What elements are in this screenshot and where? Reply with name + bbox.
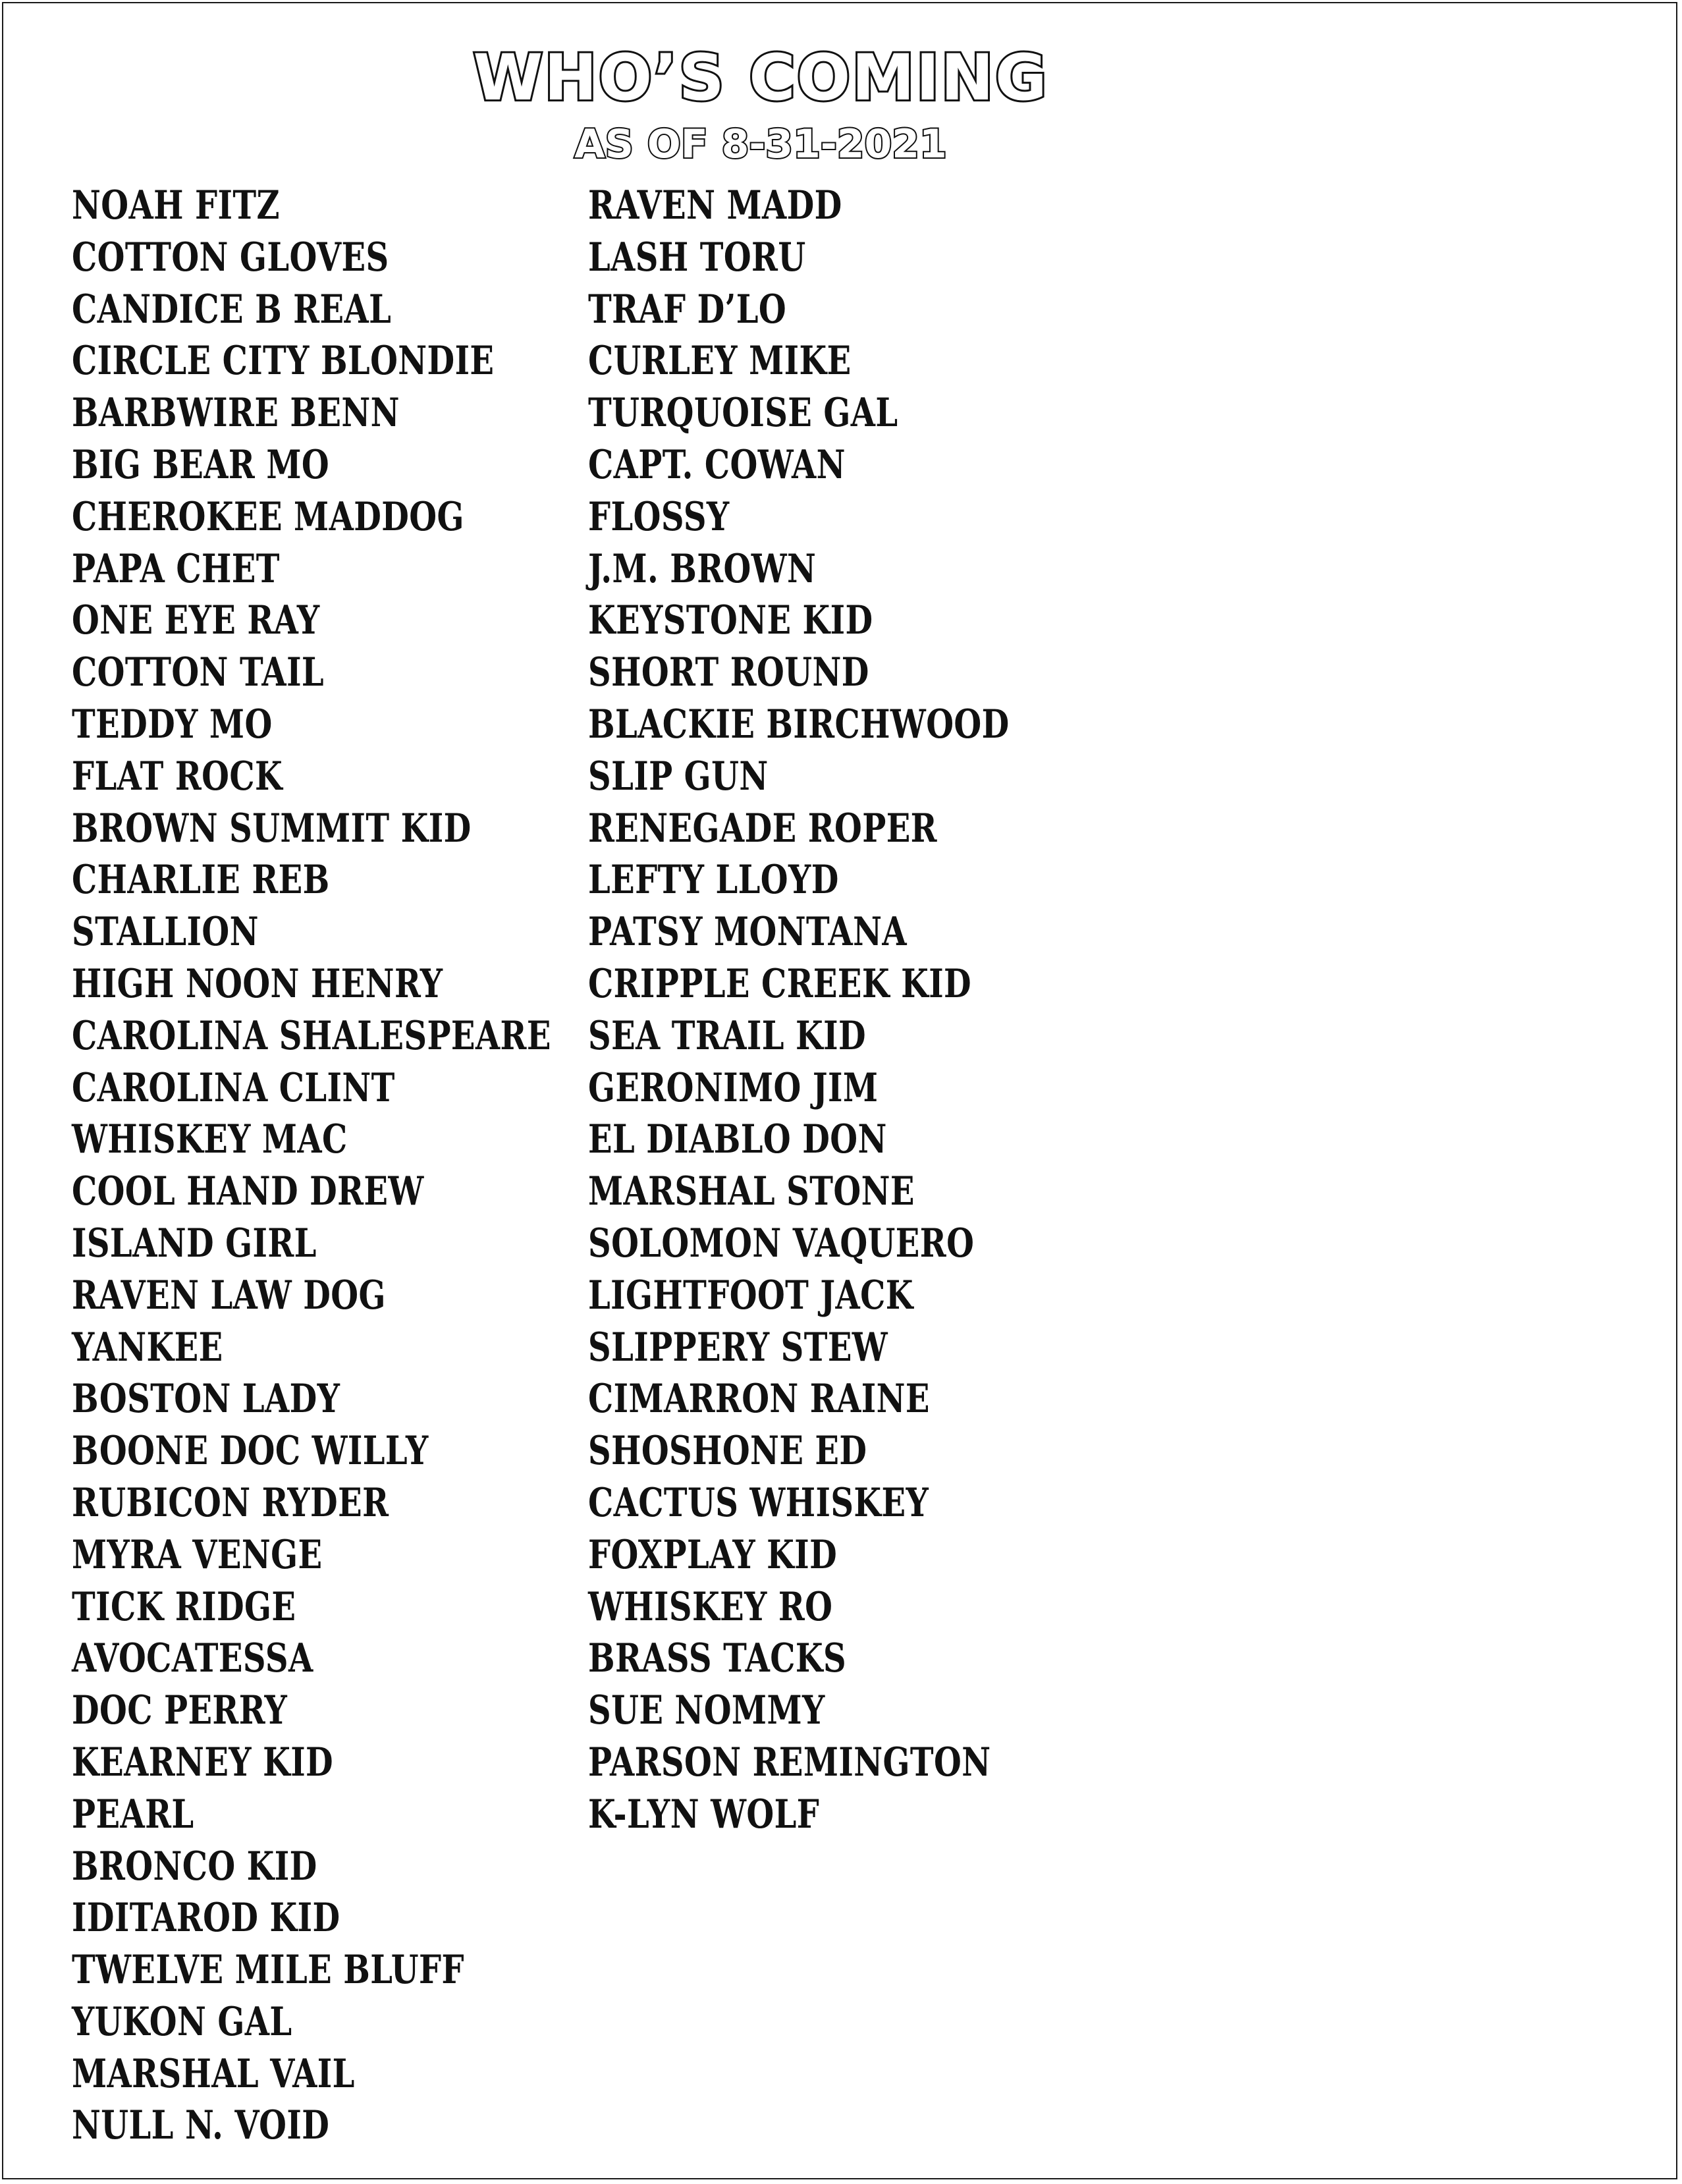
attendee-name: STALLION <box>72 909 259 956</box>
attendee-name: AVOCATESSA <box>72 1635 313 1682</box>
attendee-name: K-LYN WOLF <box>588 1791 820 1838</box>
attendee-name: SUE NOMMY <box>588 1687 825 1734</box>
attendee-name: CIRCLE CITY BLONDIE <box>72 338 495 385</box>
attendee-name: PEARL <box>72 1791 194 1838</box>
attendee-name: WHISKEY MAC <box>72 1116 348 1163</box>
attendee-name: RENEGADE ROPER <box>588 805 937 852</box>
attendee-name: CHEROKEE MADDOG <box>72 493 464 540</box>
attendee-name: COTTON TAIL <box>72 649 325 696</box>
attendee-name: PAPA CHET <box>72 545 280 592</box>
attendee-name: COTTON GLOVES <box>72 234 389 281</box>
attendee-name: BOONE DOC WILLY <box>72 1428 429 1475</box>
attendee-name: BROWN SUMMIT KID <box>72 805 472 852</box>
attendee-list-left <box>72 180 572 2152</box>
attendee-name: ISLAND GIRL <box>72 1220 317 1267</box>
attendee-name: CAPT. COWAN <box>588 441 846 488</box>
document-page <box>2 2 1677 2179</box>
attendee-name: TEDDY MO <box>72 701 273 748</box>
attendee-name: CURLEY MIKE <box>588 338 852 385</box>
attendee-name: SHORT ROUND <box>588 649 869 696</box>
attendee-name: J.M. BROWN <box>588 545 817 592</box>
attendee-name: PATSY MONTANA <box>588 909 908 956</box>
attendee-name: PARSON REMINGTON <box>588 1739 991 1786</box>
attendee-name: TRAF D’LO <box>588 286 787 333</box>
attendee-name: CRIPPLE CREEK KID <box>588 960 972 1007</box>
attendee-name: CANDICE B REAL <box>72 286 392 333</box>
attendee-name: BLACKIE BIRCHWOOD <box>588 701 1010 748</box>
attendee-name: MYRA VENGE <box>72 1531 323 1578</box>
attendee-name: HIGH NOON HENRY <box>72 960 443 1007</box>
attendee-name: YUKON GAL <box>72 1998 292 2045</box>
attendee-name: NULL N. VOID <box>72 2102 330 2149</box>
attendee-name: RUBICON RYDER <box>72 1479 389 1526</box>
attendee-name: KEARNEY KID <box>72 1739 334 1786</box>
attendee-name: LIGHTFOOT JACK <box>588 1272 913 1319</box>
attendee-name: KEYSTONE KID <box>588 597 873 644</box>
attendee-name: SEA TRAIL KID <box>588 1012 866 1059</box>
attendee-name: YANKEE <box>72 1324 223 1371</box>
attendee-name: COOL HAND DREW <box>72 1168 424 1215</box>
attendee-name: TURQUOISE GAL <box>588 390 898 437</box>
attendee-name: CIMARRON RAINE <box>588 1376 930 1423</box>
attendee-name: BARBWIRE BENN <box>72 390 400 437</box>
attendee-name: SOLOMON VAQUERO <box>588 1220 975 1267</box>
attendee-name: GERONIMO JIM <box>588 1064 879 1111</box>
page-title: WHO’S COMING <box>473 41 1048 115</box>
attendee-name: CAROLINA SHALESPEARE <box>72 1012 551 1059</box>
attendee-name: EL DIABLO DON <box>588 1116 887 1163</box>
attendee-name: MARSHAL VAIL <box>72 2050 355 2097</box>
attendee-name: WHISKEY RO <box>588 1583 833 1630</box>
attendee-name: DOC PERRY <box>72 1687 288 1734</box>
attendee-name: BIG BEAR MO <box>72 441 330 488</box>
attendee-name: SLIPPERY STEW <box>588 1324 888 1371</box>
attendee-name: CACTUS WHISKEY <box>588 1479 929 1526</box>
attendee-name: ONE EYE RAY <box>72 597 320 644</box>
attendee-name: RAVEN MADD <box>588 182 842 229</box>
attendee-name: SLIP GUN <box>588 753 769 800</box>
attendee-name: TICK RIDGE <box>72 1583 296 1630</box>
attendee-name: SHOSHONE ED <box>588 1428 867 1475</box>
attendee-name: NOAH FITZ <box>72 182 280 229</box>
attendee-name: FOXPLAY KID <box>588 1531 838 1578</box>
attendee-name: MARSHAL STONE <box>588 1168 915 1215</box>
attendee-name: RAVEN LAW DOG <box>72 1272 386 1319</box>
attendee-name: BRASS TACKS <box>588 1635 847 1682</box>
attendee-name: BOSTON LADY <box>72 1376 340 1423</box>
attendee-name: IDITAROD KID <box>72 1895 340 1942</box>
attendee-name: FLOSSY <box>588 493 730 540</box>
attendee-name: BRONCO KID <box>72 1843 317 1890</box>
attendee-name: CAROLINA CLINT <box>72 1064 395 1111</box>
page-subtitle: AS OF 8-31-2021 <box>574 121 947 167</box>
attendee-name: FLAT ROCK <box>72 753 283 800</box>
attendee-name: LEFTY LLOYD <box>588 857 839 904</box>
attendee-name: LASH TORU <box>588 234 806 281</box>
attendee-name: CHARLIE REB <box>72 857 330 904</box>
attendee-list-right <box>588 180 1181 1841</box>
attendee-name: TWELVE MILE BLUFF <box>72 1947 464 1994</box>
